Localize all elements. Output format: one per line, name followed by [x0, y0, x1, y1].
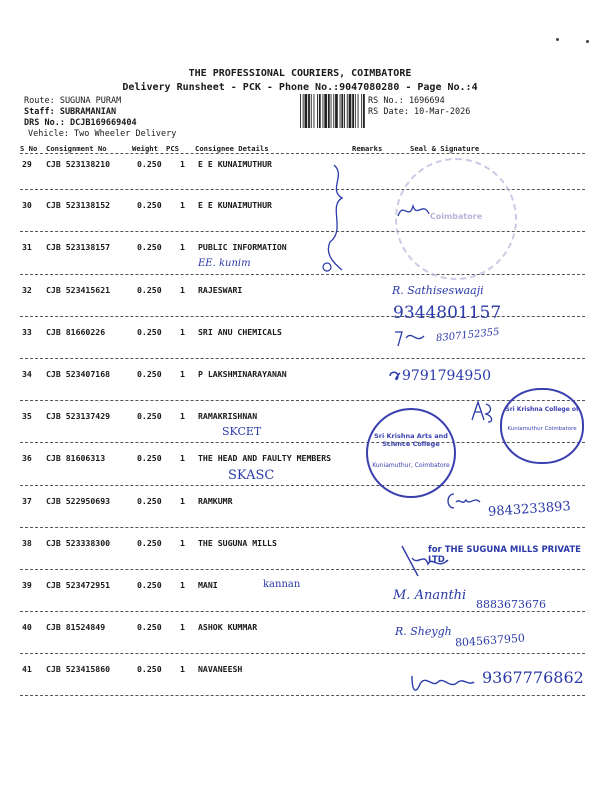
signature-row34-phone: 9791794950: [402, 368, 492, 384]
handwritten-ee-kunim: EE. kunim: [198, 258, 251, 269]
row-weight: 0.250: [137, 285, 162, 295]
faded-stamp: Coimbatore: [395, 158, 517, 280]
vehicle-label: Vehicle: Two Wheeler Delivery: [28, 129, 177, 139]
signature-row33-phone: 8307152355: [435, 326, 501, 345]
row-divider: [20, 695, 585, 696]
col-seal-signature: Seal & Signature: [410, 144, 480, 153]
handwritten-signature-row35: [468, 396, 498, 426]
row-pcs: 1: [180, 327, 185, 337]
row-divider: [20, 569, 585, 570]
row-sno: 31: [22, 242, 32, 252]
row-sno: 36: [22, 453, 32, 463]
row-sno: 37: [22, 496, 32, 506]
row-consignee: RAMKUMR: [198, 496, 233, 506]
signature-row37-phone: 9843233893: [487, 499, 572, 520]
row-sno: 40: [22, 622, 32, 632]
table-row: [0, 327, 600, 368]
row-weight: 0.250: [137, 580, 162, 590]
row-pcs: 1: [180, 200, 185, 210]
row-weight: 0.250: [137, 327, 162, 337]
signature-row41-phone: 9367776862: [482, 668, 584, 687]
handwritten-mani-note: kannan: [263, 579, 301, 590]
row-consignee: P LAKSHMINARAYANAN: [198, 369, 287, 379]
row-consignee: ASHOK KUMMAR: [198, 622, 258, 632]
row-pcs: 1: [180, 580, 185, 590]
row-sno: 30: [22, 200, 32, 210]
row-weight: 0.250: [137, 622, 162, 632]
row-divider: [20, 358, 585, 359]
rs-date: RS Date: 10-Mar-2026: [368, 107, 471, 117]
col-remarks: Remarks: [352, 144, 383, 153]
row-weight: 0.250: [137, 369, 162, 379]
row-consignment: CJB 522950693: [46, 496, 111, 506]
row-consignee: THE HEAD AND FAULTY MEMBERS: [198, 453, 332, 463]
row-consignee: THE SUGUNA MILLS: [198, 538, 277, 548]
row-consignment: CJB 81606313: [46, 453, 106, 463]
row-consignment: CJB 81660226: [46, 327, 106, 337]
row-pcs: 1: [180, 496, 185, 506]
row-weight: 0.250: [137, 538, 162, 548]
signature-row39-phone: 8883673676: [476, 598, 546, 611]
row-sno: 34: [22, 369, 32, 379]
row-weight: 0.250: [137, 159, 162, 169]
row-consignment: CJB 523138157: [46, 242, 111, 252]
row-consignee: RAJESWARI: [198, 285, 243, 295]
col-consignment: Consignment No: [46, 144, 107, 153]
row-sno: 29: [22, 159, 32, 169]
row-weight: 0.250: [137, 411, 162, 421]
row-pcs: 1: [180, 538, 185, 548]
row-consignment: CJB 523338300: [46, 538, 111, 548]
row-consignment: CJB 523138210: [46, 159, 111, 169]
row-divider: [20, 400, 585, 401]
row-pcs: 1: [180, 159, 185, 169]
col-pcs: PCS: [166, 144, 179, 153]
row-consignee: SRI ANU CHEMICALS: [198, 327, 282, 337]
signature-row37-mark: [444, 490, 484, 516]
row-pcs: 1: [180, 453, 185, 463]
route-label: Route: SUGUNA PURAM: [24, 96, 122, 106]
header-divider: [20, 153, 585, 154]
row-consignee: NAVANEESH: [198, 664, 243, 674]
row-consignment: CJB 523407168: [46, 369, 111, 379]
row-consignment: CJB 523472951: [46, 580, 111, 590]
signature-row41-mark: [408, 668, 478, 698]
college-seal: Sri Krishna Arts and Science College Kuniamuthur, Coimbatore: [366, 408, 456, 498]
row-consignee: PUBLIC INFORMATION: [198, 242, 287, 252]
row-weight: 0.250: [137, 496, 162, 506]
row-pcs: 1: [180, 411, 185, 421]
row-pcs: 1: [180, 622, 185, 632]
row-consignee: E E KUNAIMUTHUR: [198, 159, 272, 169]
row-consignee: E E KUNAIMUTHUR: [198, 200, 272, 210]
row-consignment: CJB 523415621: [46, 285, 111, 295]
row-sno: 35: [22, 411, 32, 421]
row-sno: 38: [22, 538, 32, 548]
row-divider: [20, 442, 585, 443]
row-divider: [20, 527, 585, 528]
row-weight: 0.250: [137, 453, 162, 463]
signature-row40-name: R. Sheygh: [395, 625, 452, 638]
col-consignee: Consignee Details: [195, 144, 269, 153]
row-divider: [20, 653, 585, 654]
row-pcs: 1: [180, 664, 185, 674]
handwritten-skcet: SKCET: [222, 425, 262, 438]
row-pcs: 1: [180, 242, 185, 252]
row-consignee: MANI: [198, 580, 218, 590]
table-row: [0, 242, 600, 283]
signature-row40-phone: 8045637950: [454, 631, 526, 650]
col-weight: Weight: [132, 144, 158, 153]
row-pcs: 1: [180, 369, 185, 379]
rs-number: RS No.: 1696694: [368, 96, 445, 106]
row-divider: [20, 611, 585, 612]
table-row: [0, 453, 600, 494]
row-weight: 0.250: [137, 664, 162, 674]
signature-row33-mark: [392, 328, 432, 350]
row-divider: [20, 274, 585, 275]
row-pcs: 1: [180, 285, 185, 295]
drs-label: DRS No.: DCJB169669404: [24, 118, 137, 128]
report-company-title: THE PROFESSIONAL COURIERS, COIMBATORE: [188, 68, 412, 79]
signature-row32-phone: 9344801157: [393, 303, 502, 323]
col-sno: S No: [20, 144, 38, 153]
suguna-mills-stamp: for THE SUGUNA MILLS PRIVATE LTD.: [428, 545, 581, 565]
row-sno: 33: [22, 327, 32, 337]
brace-mark: [312, 160, 362, 280]
signature-row39-name: M. Ananthi: [393, 588, 467, 603]
row-sno: 41: [22, 664, 32, 674]
row-consignment: CJB 81524849: [46, 622, 106, 632]
row-consignment: CJB 523415860: [46, 664, 111, 674]
handwritten-skasc: SKASC: [228, 468, 275, 483]
row-weight: 0.250: [137, 200, 162, 210]
row-consignment: CJB 523137429: [46, 411, 111, 421]
row-sno: 39: [22, 580, 32, 590]
signature-row32-name: R. Sathiseswaaji: [392, 284, 484, 297]
row-consignment: CJB 523138152: [46, 200, 111, 210]
report-subtitle: Delivery Runsheet - PCK - Phone No.:9047080280 - Page No.:4: [122, 82, 478, 93]
row-divider: [20, 485, 585, 486]
college-seal-2: Sri Krishna College of Kuniamuthur Coimbatore: [500, 388, 584, 464]
row-weight: 0.250: [137, 242, 162, 252]
signature-row38: [398, 542, 458, 582]
table-row: [0, 285, 600, 326]
row-consignee: RAMAKRISHNAN: [198, 411, 258, 421]
signature-row34-mark: [388, 369, 402, 383]
staff-label: Staff: SUBRAMANIAN: [24, 107, 117, 117]
barcode: [300, 94, 365, 128]
row-sno: 32: [22, 285, 32, 295]
